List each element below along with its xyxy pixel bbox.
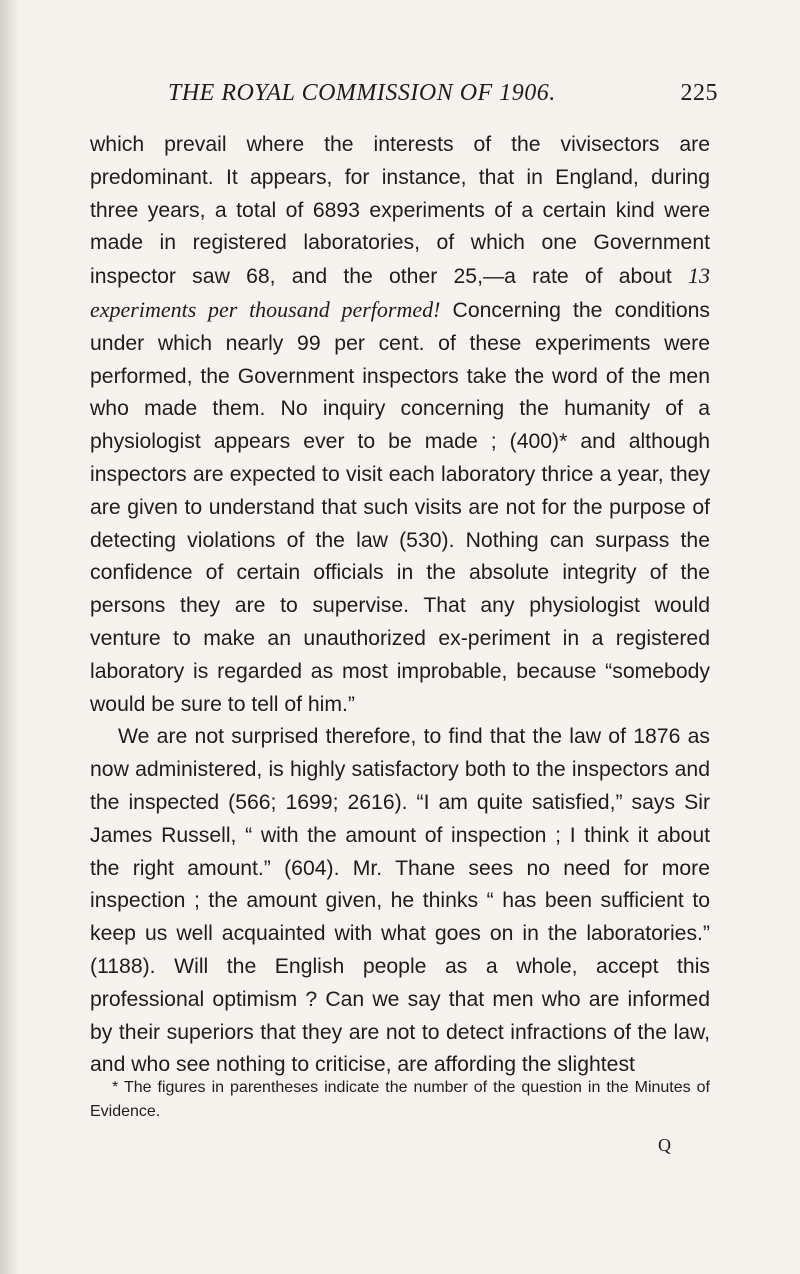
running-header	[168, 80, 718, 107]
paragraph-1-part-a: which prevail where the interests of the vivisectors are predominant. It appears, for instance, that in England, during three years, a total of 6893 experiments of a certain kind were made in registered laboratories, of which one Government inspector saw 68, and the other 25,—a rate of about	[90, 133, 710, 289]
footnote	[90, 1076, 710, 1124]
page-edge-shadow	[0, 0, 20, 1274]
paragraph-1-part-b: Concerning the conditions under which nearly 99 per cent. of these experiments were performed, the Government inspectors take the word of the men who made them. No inquiry concerning the humanity of a physiologist appears ever to be made ; (400)* and although inspectors are expected to visit each laboratory thrice a year, they are given to understand that such visits are not for the purpose of detecting violations of the law (530). Nothing can surpass the confidence of certain officials in the absolute integrity of the persons they are to supervise. That any physiologist would venture to make an unauthorized ex-periment in a registered laboratory is regarded as most improbable, because “somebody would be sure to tell of him.”	[90, 298, 710, 716]
main-text	[90, 129, 710, 1082]
footnote-text: * The figures in parentheses indicate the number of the question in the Minutes of Evidence.	[90, 1079, 710, 1120]
page-number: 225	[680, 80, 718, 106]
running-title: THE ROYAL COMMISSION OF 1906.	[168, 80, 556, 106]
signature-mark: Q	[658, 1135, 671, 1155]
paragraph-1-emphasis: 13 experiments per thousand performed!	[90, 263, 710, 322]
paragraph-2: We are not surprised therefore, to find that the law of 1876 as now administered, is highly satisfactory both to the inspectors and the inspected (566; 1699; 2616). “I am quite satisfied,” says Sir James Russell, “ with the amount of inspection ; I think it about the right amount.” (604). Mr. Thane sees no need for more inspection ; the amount given, he thinks “ has been sufficient to keep us well acquainted with what goes on in the laboratories.” (1188). Will the English people as a whole, accept this professional optimism ? Can we say that men who are informed by their superiors that they are not to detect infractions of the law, and who see nothing to criticise, are affording the slightest	[90, 725, 710, 1077]
paragraph-1	[90, 129, 710, 721]
